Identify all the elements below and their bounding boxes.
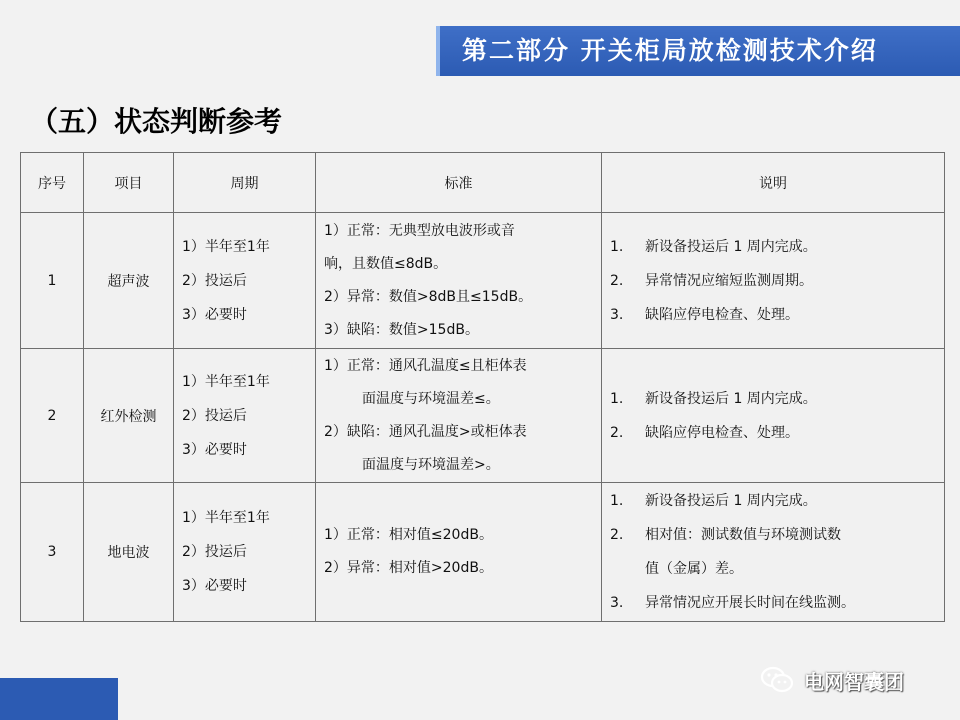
watermark xyxy=(760,664,904,696)
row-period xyxy=(174,349,316,483)
row-no: 3 xyxy=(21,483,84,622)
note-line xyxy=(610,484,944,518)
header-period: 周期 xyxy=(174,153,316,213)
row-item: 红外检测 xyxy=(84,349,174,483)
period-line: 1）半年至1年 xyxy=(182,373,270,390)
period-line: 2）投运后 xyxy=(182,407,247,424)
period-line: 3）必要时 xyxy=(182,578,247,594)
note-number: 1. xyxy=(610,493,624,509)
table-row xyxy=(21,213,945,349)
note-text: 异常情况应开展长时间在线监测。 xyxy=(645,595,855,611)
note-number: 3. xyxy=(610,306,624,323)
standard-line: 面温度与环境温差≤。 xyxy=(362,390,500,407)
section-banner xyxy=(436,26,960,76)
note-number: 2. xyxy=(610,272,624,289)
note-number: 2. xyxy=(610,424,624,441)
period-line: 2）投运后 xyxy=(182,544,247,560)
note-text: 新设备投运后 1 周内完成。 xyxy=(645,493,817,509)
standard-line: 1）正常：无典型放电波形或音 xyxy=(324,222,515,239)
note-text: 新设备投运后 1 周内完成。 xyxy=(645,390,817,407)
row-notes xyxy=(602,349,945,483)
wechat-icon xyxy=(760,666,794,694)
table-row xyxy=(21,483,945,622)
watermark-text: 电网智囊团 xyxy=(804,669,904,694)
table-row xyxy=(21,349,945,483)
note-number: 3. xyxy=(610,595,624,611)
bottom-accent-block xyxy=(0,678,118,720)
note-number: 2. xyxy=(610,527,624,543)
note-line xyxy=(610,518,944,552)
header-no: 序号 xyxy=(21,153,84,213)
row-notes xyxy=(602,213,945,349)
row-no: 2 xyxy=(21,349,84,483)
standard-line: 面温度与环境温差>。 xyxy=(362,456,500,473)
note-number: 1. xyxy=(610,238,624,255)
row-notes xyxy=(602,483,945,622)
note-number: 1. xyxy=(610,390,624,407)
period-line: 1）半年至1年 xyxy=(182,238,270,255)
row-standard xyxy=(316,213,602,349)
note-text: 相对值：测试数值与环境测试数 xyxy=(645,527,841,543)
note-line xyxy=(610,298,944,332)
note-text: 新设备投运后 1 周内完成。 xyxy=(645,238,817,255)
standard-line: 3）缺陷：数值>15dB。 xyxy=(324,321,479,338)
note-text: 缺陷应停电检查、处理。 xyxy=(645,306,799,323)
standard-line: 2）异常：相对值>20dB。 xyxy=(324,560,493,576)
row-period xyxy=(174,213,316,349)
row-no: 1 xyxy=(21,213,84,349)
note-text: 缺陷应停电检查、处理。 xyxy=(645,424,799,441)
row-item: 地电波 xyxy=(84,483,174,622)
note-line xyxy=(610,552,944,586)
standard-line: 2）缺陷：通风孔温度>或柜体表 xyxy=(324,423,527,440)
standard-line: 1）正常：相对值≤20dB。 xyxy=(324,527,493,543)
reference-table xyxy=(20,152,945,622)
row-standard xyxy=(316,483,602,622)
page-title: （五）状态判断参考 xyxy=(30,105,283,138)
note-text: 异常情况应缩短监测周期。 xyxy=(645,272,813,289)
table-header-row xyxy=(21,153,945,213)
header-item: 项目 xyxy=(84,153,174,213)
period-line: 3）必要时 xyxy=(182,441,247,458)
standard-line: 1）正常：通风孔温度≤且柜体表 xyxy=(324,357,527,374)
note-line xyxy=(610,264,944,298)
note-text: 值（金属）差。 xyxy=(645,561,743,577)
standard-line: 2）异常：数值>8dB且≤15dB。 xyxy=(324,288,533,305)
note-line xyxy=(610,416,944,450)
row-standard xyxy=(316,349,602,483)
note-line xyxy=(610,586,944,620)
note-line xyxy=(610,230,944,264)
period-line: 2）投运后 xyxy=(182,272,247,289)
period-line: 3）必要时 xyxy=(182,306,247,323)
header-standard: 标准 xyxy=(316,153,602,213)
header-notes: 说明 xyxy=(602,153,945,213)
note-line xyxy=(610,382,944,416)
period-line: 1）半年至1年 xyxy=(182,510,270,526)
row-item: 超声波 xyxy=(84,213,174,349)
standard-line: 响，且数值≤8dB。 xyxy=(324,255,448,272)
banner-title: 第二部分 开关柜局放检测技术介绍 xyxy=(462,36,878,65)
row-period xyxy=(174,483,316,622)
